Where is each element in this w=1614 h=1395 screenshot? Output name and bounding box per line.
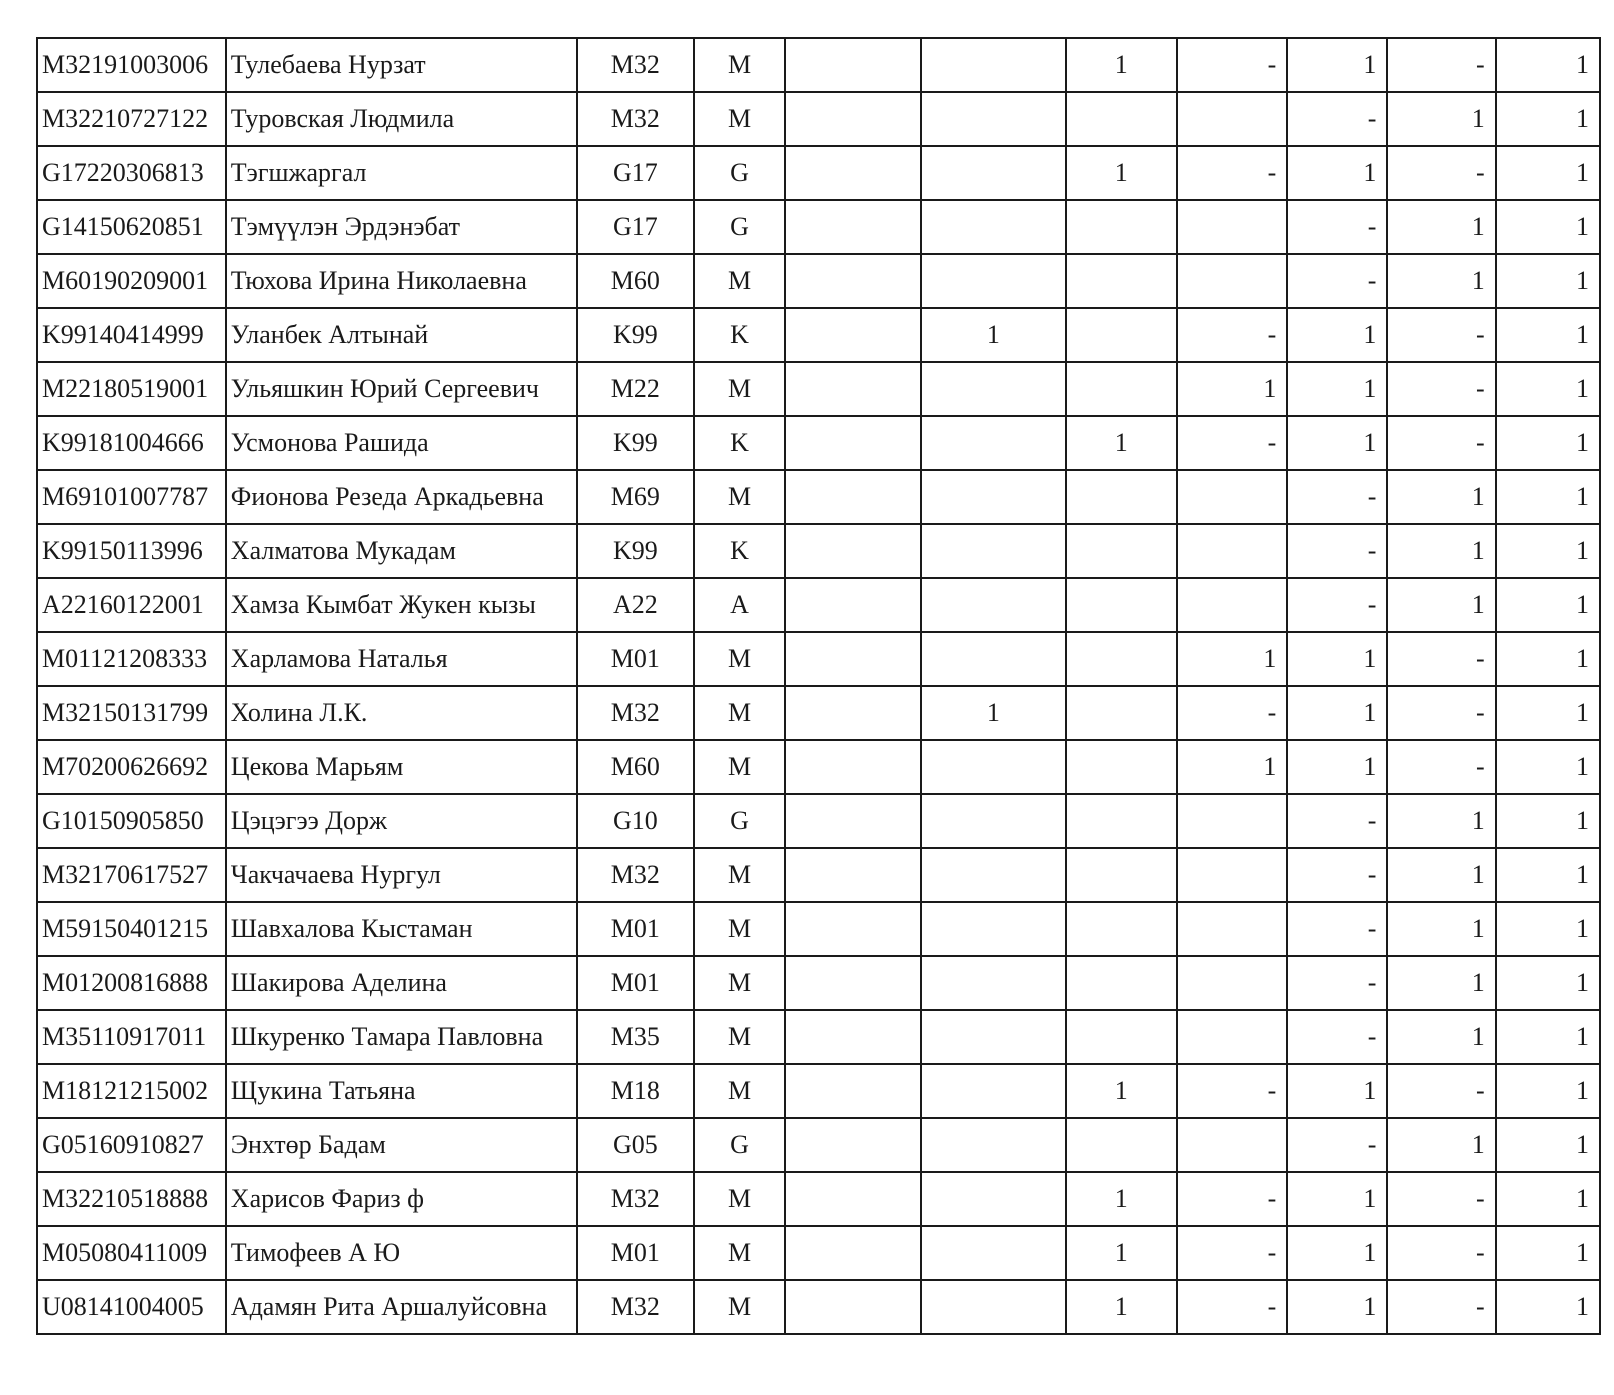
table-row <box>37 1226 1600 1280</box>
name-cell: Тэгшжаргал <box>226 146 577 200</box>
value-cell-2: 1 <box>921 686 1065 740</box>
record-id-cell: M32210518888 <box>37 1172 226 1226</box>
value-cell-6: 1 <box>1387 1010 1495 1064</box>
value-cell-1 <box>785 416 921 470</box>
name-cell: Тюхова Ирина Николаевна <box>226 254 577 308</box>
record-id-cell: M18121215002 <box>37 1064 226 1118</box>
value-cell-2 <box>921 254 1065 308</box>
group-code-cell: M32 <box>577 38 695 92</box>
data-table <box>36 37 1601 1335</box>
value-cell-1 <box>785 1118 921 1172</box>
value-cell-6: - <box>1387 362 1495 416</box>
group-code-cell: M01 <box>577 632 695 686</box>
value-cell-1 <box>785 254 921 308</box>
value-cell-3 <box>1066 1010 1177 1064</box>
table-row <box>37 686 1600 740</box>
value-cell-6: 1 <box>1387 902 1495 956</box>
total-cell: 1 <box>1496 1118 1600 1172</box>
value-cell-6: 1 <box>1387 254 1495 308</box>
group-code-cell: M01 <box>577 902 695 956</box>
value-cell-2 <box>921 1280 1065 1334</box>
group-code-cell: M32 <box>577 686 695 740</box>
value-cell-3 <box>1066 1118 1177 1172</box>
table-row <box>37 254 1600 308</box>
value-cell-2 <box>921 1010 1065 1064</box>
value-cell-3: 1 <box>1066 1280 1177 1334</box>
total-cell: 1 <box>1496 1280 1600 1334</box>
value-cell-6: - <box>1387 1280 1495 1334</box>
table-row <box>37 956 1600 1010</box>
value-cell-3: 1 <box>1066 416 1177 470</box>
value-cell-5: - <box>1287 1118 1387 1172</box>
value-cell-1 <box>785 956 921 1010</box>
value-cell-4 <box>1177 794 1287 848</box>
group-code-cell: M32 <box>577 1172 695 1226</box>
name-cell: Уланбек Алтынай <box>226 308 577 362</box>
value-cell-4 <box>1177 578 1287 632</box>
value-cell-2 <box>921 848 1065 902</box>
group-letter-cell: M <box>694 1280 785 1334</box>
value-cell-4: - <box>1177 1064 1287 1118</box>
value-cell-4: - <box>1177 1172 1287 1226</box>
value-cell-1 <box>785 686 921 740</box>
value-cell-4 <box>1177 92 1287 146</box>
value-cell-5: 1 <box>1287 686 1387 740</box>
value-cell-3: 1 <box>1066 146 1177 200</box>
value-cell-1 <box>785 1226 921 1280</box>
value-cell-3 <box>1066 740 1177 794</box>
table-row <box>37 1064 1600 1118</box>
record-id-cell: K99181004666 <box>37 416 226 470</box>
value-cell-3: 1 <box>1066 38 1177 92</box>
value-cell-6: 1 <box>1387 956 1495 1010</box>
group-letter-cell: A <box>694 578 785 632</box>
value-cell-5: 1 <box>1287 1064 1387 1118</box>
value-cell-2 <box>921 794 1065 848</box>
value-cell-6: - <box>1387 416 1495 470</box>
name-cell: Тулебаева Нурзат <box>226 38 577 92</box>
value-cell-5: - <box>1287 578 1387 632</box>
value-cell-6: 1 <box>1387 1118 1495 1172</box>
record-id-cell: M70200626692 <box>37 740 226 794</box>
value-cell-1 <box>785 1172 921 1226</box>
group-letter-cell: M <box>694 362 785 416</box>
value-cell-4 <box>1177 1118 1287 1172</box>
value-cell-1 <box>785 740 921 794</box>
record-id-cell: M60190209001 <box>37 254 226 308</box>
value-cell-4 <box>1177 848 1287 902</box>
record-id-cell: M22180519001 <box>37 362 226 416</box>
group-letter-cell: G <box>694 200 785 254</box>
group-letter-cell: M <box>694 632 785 686</box>
total-cell: 1 <box>1496 146 1600 200</box>
value-cell-5: 1 <box>1287 38 1387 92</box>
group-letter-cell: M <box>694 92 785 146</box>
total-cell: 1 <box>1496 1010 1600 1064</box>
group-letter-cell: M <box>694 254 785 308</box>
group-letter-cell: G <box>694 1118 785 1172</box>
value-cell-4: - <box>1177 416 1287 470</box>
group-code-cell: G17 <box>577 200 695 254</box>
group-code-cell: M60 <box>577 254 695 308</box>
value-cell-3 <box>1066 848 1177 902</box>
group-code-cell: M32 <box>577 1280 695 1334</box>
total-cell: 1 <box>1496 956 1600 1010</box>
value-cell-5: - <box>1287 794 1387 848</box>
table-row <box>37 1172 1600 1226</box>
name-cell: Цэцэгээ Дорж <box>226 794 577 848</box>
record-id-cell: M01200816888 <box>37 956 226 1010</box>
table-row <box>37 1280 1600 1334</box>
group-letter-cell: M <box>694 470 785 524</box>
value-cell-1 <box>785 632 921 686</box>
group-code-cell: M01 <box>577 1226 695 1280</box>
value-cell-5: - <box>1287 1010 1387 1064</box>
total-cell: 1 <box>1496 362 1600 416</box>
value-cell-6: - <box>1387 308 1495 362</box>
value-cell-2 <box>921 146 1065 200</box>
value-cell-4 <box>1177 470 1287 524</box>
table-row <box>37 1010 1600 1064</box>
record-id-cell: M59150401215 <box>37 902 226 956</box>
name-cell: Щукина Татьяна <box>226 1064 577 1118</box>
value-cell-4: - <box>1177 146 1287 200</box>
group-code-cell: K99 <box>577 308 695 362</box>
value-cell-2 <box>921 524 1065 578</box>
value-cell-3 <box>1066 524 1177 578</box>
total-cell: 1 <box>1496 200 1600 254</box>
value-cell-4: - <box>1177 1226 1287 1280</box>
total-cell: 1 <box>1496 794 1600 848</box>
value-cell-4: - <box>1177 38 1287 92</box>
value-cell-1 <box>785 92 921 146</box>
name-cell: Холина Л.К. <box>226 686 577 740</box>
total-cell: 1 <box>1496 632 1600 686</box>
value-cell-6: 1 <box>1387 578 1495 632</box>
group-letter-cell: M <box>694 1064 785 1118</box>
group-letter-cell: K <box>694 416 785 470</box>
value-cell-5: 1 <box>1287 146 1387 200</box>
table-row <box>37 578 1600 632</box>
total-cell: 1 <box>1496 470 1600 524</box>
total-cell: 1 <box>1496 416 1600 470</box>
value-cell-4: - <box>1177 308 1287 362</box>
value-cell-6: 1 <box>1387 848 1495 902</box>
table-row <box>37 1118 1600 1172</box>
value-cell-6: - <box>1387 146 1495 200</box>
record-id-cell: U08141004005 <box>37 1280 226 1334</box>
table-row <box>37 794 1600 848</box>
group-letter-cell: K <box>694 308 785 362</box>
value-cell-5: 1 <box>1287 362 1387 416</box>
name-cell: Цекова Марьям <box>226 740 577 794</box>
value-cell-3 <box>1066 794 1177 848</box>
table-row <box>37 308 1600 362</box>
value-cell-1 <box>785 470 921 524</box>
value-cell-2 <box>921 38 1065 92</box>
value-cell-4 <box>1177 956 1287 1010</box>
record-id-cell: M69101007787 <box>37 470 226 524</box>
value-cell-3 <box>1066 632 1177 686</box>
value-cell-5: 1 <box>1287 308 1387 362</box>
group-code-cell: G10 <box>577 794 695 848</box>
value-cell-5: - <box>1287 200 1387 254</box>
name-cell: Усмонова Рашида <box>226 416 577 470</box>
name-cell: Халматова Мукадам <box>226 524 577 578</box>
value-cell-5: - <box>1287 254 1387 308</box>
value-cell-1 <box>785 362 921 416</box>
value-cell-1 <box>785 794 921 848</box>
value-cell-4 <box>1177 524 1287 578</box>
value-cell-2 <box>921 740 1065 794</box>
value-cell-5: - <box>1287 524 1387 578</box>
value-cell-2 <box>921 416 1065 470</box>
value-cell-5: - <box>1287 848 1387 902</box>
value-cell-2 <box>921 362 1065 416</box>
value-cell-2 <box>921 470 1065 524</box>
name-cell: Тимофеев А Ю <box>226 1226 577 1280</box>
record-id-cell: M32191003006 <box>37 38 226 92</box>
record-id-cell: K99150113996 <box>37 524 226 578</box>
table-row <box>37 362 1600 416</box>
value-cell-5: 1 <box>1287 740 1387 794</box>
value-cell-5: - <box>1287 92 1387 146</box>
value-cell-6: - <box>1387 632 1495 686</box>
table-body <box>37 38 1600 1334</box>
table-row <box>37 200 1600 254</box>
value-cell-3: 1 <box>1066 1172 1177 1226</box>
total-cell: 1 <box>1496 1064 1600 1118</box>
record-id-cell: G14150620851 <box>37 200 226 254</box>
table-row <box>37 902 1600 956</box>
value-cell-3 <box>1066 200 1177 254</box>
name-cell: Тэмүүлэн Эрдэнэбат <box>226 200 577 254</box>
value-cell-6: - <box>1387 686 1495 740</box>
value-cell-1 <box>785 578 921 632</box>
total-cell: 1 <box>1496 92 1600 146</box>
value-cell-6: - <box>1387 1172 1495 1226</box>
value-cell-5: - <box>1287 470 1387 524</box>
table-row <box>37 146 1600 200</box>
value-cell-4: - <box>1177 686 1287 740</box>
value-cell-2 <box>921 1118 1065 1172</box>
group-code-cell: M22 <box>577 362 695 416</box>
value-cell-1 <box>785 38 921 92</box>
name-cell: Шавхалова Кыстаман <box>226 902 577 956</box>
value-cell-5: - <box>1287 902 1387 956</box>
value-cell-4: - <box>1177 1280 1287 1334</box>
name-cell: Чакчачаева Нургул <box>226 848 577 902</box>
group-code-cell: M69 <box>577 470 695 524</box>
value-cell-6: - <box>1387 1226 1495 1280</box>
record-id-cell: M01121208333 <box>37 632 226 686</box>
group-letter-cell: M <box>694 848 785 902</box>
name-cell: Шакирова Аделина <box>226 956 577 1010</box>
value-cell-6: - <box>1387 38 1495 92</box>
name-cell: Хамза Кымбат Жукен кызы <box>226 578 577 632</box>
group-code-cell: G05 <box>577 1118 695 1172</box>
record-id-cell: M32210727122 <box>37 92 226 146</box>
value-cell-4: 1 <box>1177 362 1287 416</box>
group-letter-cell: M <box>694 740 785 794</box>
record-id-cell: G17220306813 <box>37 146 226 200</box>
value-cell-6: 1 <box>1387 470 1495 524</box>
group-code-cell: G17 <box>577 146 695 200</box>
table-row <box>37 470 1600 524</box>
total-cell: 1 <box>1496 902 1600 956</box>
total-cell: 1 <box>1496 1226 1600 1280</box>
total-cell: 1 <box>1496 848 1600 902</box>
record-id-cell: M35110917011 <box>37 1010 226 1064</box>
name-cell: Харламова Наталья <box>226 632 577 686</box>
value-cell-1 <box>785 200 921 254</box>
value-cell-4 <box>1177 1010 1287 1064</box>
value-cell-4 <box>1177 200 1287 254</box>
value-cell-2 <box>921 1064 1065 1118</box>
value-cell-5: 1 <box>1287 1226 1387 1280</box>
group-letter-cell: M <box>694 686 785 740</box>
group-code-cell: M35 <box>577 1010 695 1064</box>
value-cell-1 <box>785 308 921 362</box>
value-cell-2 <box>921 92 1065 146</box>
value-cell-2 <box>921 1226 1065 1280</box>
group-code-cell: M32 <box>577 848 695 902</box>
group-letter-cell: M <box>694 38 785 92</box>
value-cell-5: 1 <box>1287 632 1387 686</box>
name-cell: Харисов Фариз ф <box>226 1172 577 1226</box>
total-cell: 1 <box>1496 524 1600 578</box>
record-id-cell: M32150131799 <box>37 686 226 740</box>
value-cell-4 <box>1177 254 1287 308</box>
value-cell-3 <box>1066 92 1177 146</box>
name-cell: Адамян Рита Аршалуйсовна <box>226 1280 577 1334</box>
group-letter-cell: M <box>694 1172 785 1226</box>
table-row <box>37 38 1600 92</box>
table-row <box>37 740 1600 794</box>
group-code-cell: M18 <box>577 1064 695 1118</box>
record-id-cell: K99140414999 <box>37 308 226 362</box>
table-row <box>37 92 1600 146</box>
total-cell: 1 <box>1496 308 1600 362</box>
total-cell: 1 <box>1496 740 1600 794</box>
group-letter-cell: G <box>694 794 785 848</box>
name-cell: Фионова Резеда Аркадьевна <box>226 470 577 524</box>
group-letter-cell: G <box>694 146 785 200</box>
value-cell-3: 1 <box>1066 1226 1177 1280</box>
record-id-cell: G05160910827 <box>37 1118 226 1172</box>
value-cell-3 <box>1066 902 1177 956</box>
group-letter-cell: M <box>694 1226 785 1280</box>
value-cell-6: - <box>1387 740 1495 794</box>
group-code-cell: M32 <box>577 92 695 146</box>
value-cell-3 <box>1066 470 1177 524</box>
table-row <box>37 416 1600 470</box>
value-cell-3 <box>1066 686 1177 740</box>
value-cell-1 <box>785 146 921 200</box>
total-cell: 1 <box>1496 38 1600 92</box>
group-code-cell: K99 <box>577 524 695 578</box>
value-cell-6: 1 <box>1387 200 1495 254</box>
value-cell-1 <box>785 848 921 902</box>
total-cell: 1 <box>1496 578 1600 632</box>
value-cell-1 <box>785 524 921 578</box>
table-row <box>37 848 1600 902</box>
record-id-cell: M05080411009 <box>37 1226 226 1280</box>
total-cell: 1 <box>1496 1172 1600 1226</box>
name-cell: Туровская Людмила <box>226 92 577 146</box>
value-cell-4 <box>1177 902 1287 956</box>
value-cell-5: 1 <box>1287 1280 1387 1334</box>
group-letter-cell: M <box>694 956 785 1010</box>
value-cell-6: 1 <box>1387 92 1495 146</box>
value-cell-6: 1 <box>1387 794 1495 848</box>
value-cell-2 <box>921 632 1065 686</box>
value-cell-2 <box>921 902 1065 956</box>
value-cell-3: 1 <box>1066 1064 1177 1118</box>
group-code-cell: M01 <box>577 956 695 1010</box>
record-id-cell: G10150905850 <box>37 794 226 848</box>
value-cell-2 <box>921 956 1065 1010</box>
value-cell-5: 1 <box>1287 1172 1387 1226</box>
name-cell: Энхтөр Бадам <box>226 1118 577 1172</box>
value-cell-3 <box>1066 254 1177 308</box>
group-code-cell: M60 <box>577 740 695 794</box>
value-cell-2 <box>921 578 1065 632</box>
value-cell-4: 1 <box>1177 632 1287 686</box>
value-cell-2 <box>921 1172 1065 1226</box>
value-cell-6: 1 <box>1387 524 1495 578</box>
value-cell-3 <box>1066 956 1177 1010</box>
value-cell-1 <box>785 902 921 956</box>
value-cell-3 <box>1066 308 1177 362</box>
group-code-cell: A22 <box>577 578 695 632</box>
value-cell-3 <box>1066 362 1177 416</box>
value-cell-3 <box>1066 578 1177 632</box>
group-letter-cell: M <box>694 902 785 956</box>
total-cell: 1 <box>1496 254 1600 308</box>
record-id-cell: M32170617527 <box>37 848 226 902</box>
value-cell-1 <box>785 1064 921 1118</box>
value-cell-1 <box>785 1280 921 1334</box>
value-cell-4: 1 <box>1177 740 1287 794</box>
value-cell-5: 1 <box>1287 416 1387 470</box>
name-cell: Ульяшкин Юрий Сергеевич <box>226 362 577 416</box>
group-letter-cell: K <box>694 524 785 578</box>
value-cell-5: - <box>1287 956 1387 1010</box>
group-letter-cell: M <box>694 1010 785 1064</box>
total-cell: 1 <box>1496 686 1600 740</box>
table-row <box>37 632 1600 686</box>
value-cell-2 <box>921 200 1065 254</box>
value-cell-2: 1 <box>921 308 1065 362</box>
group-code-cell: K99 <box>577 416 695 470</box>
value-cell-6: - <box>1387 1064 1495 1118</box>
value-cell-1 <box>785 1010 921 1064</box>
name-cell: Шкуренко Тамара Павловна <box>226 1010 577 1064</box>
table-row <box>37 524 1600 578</box>
record-id-cell: A22160122001 <box>37 578 226 632</box>
